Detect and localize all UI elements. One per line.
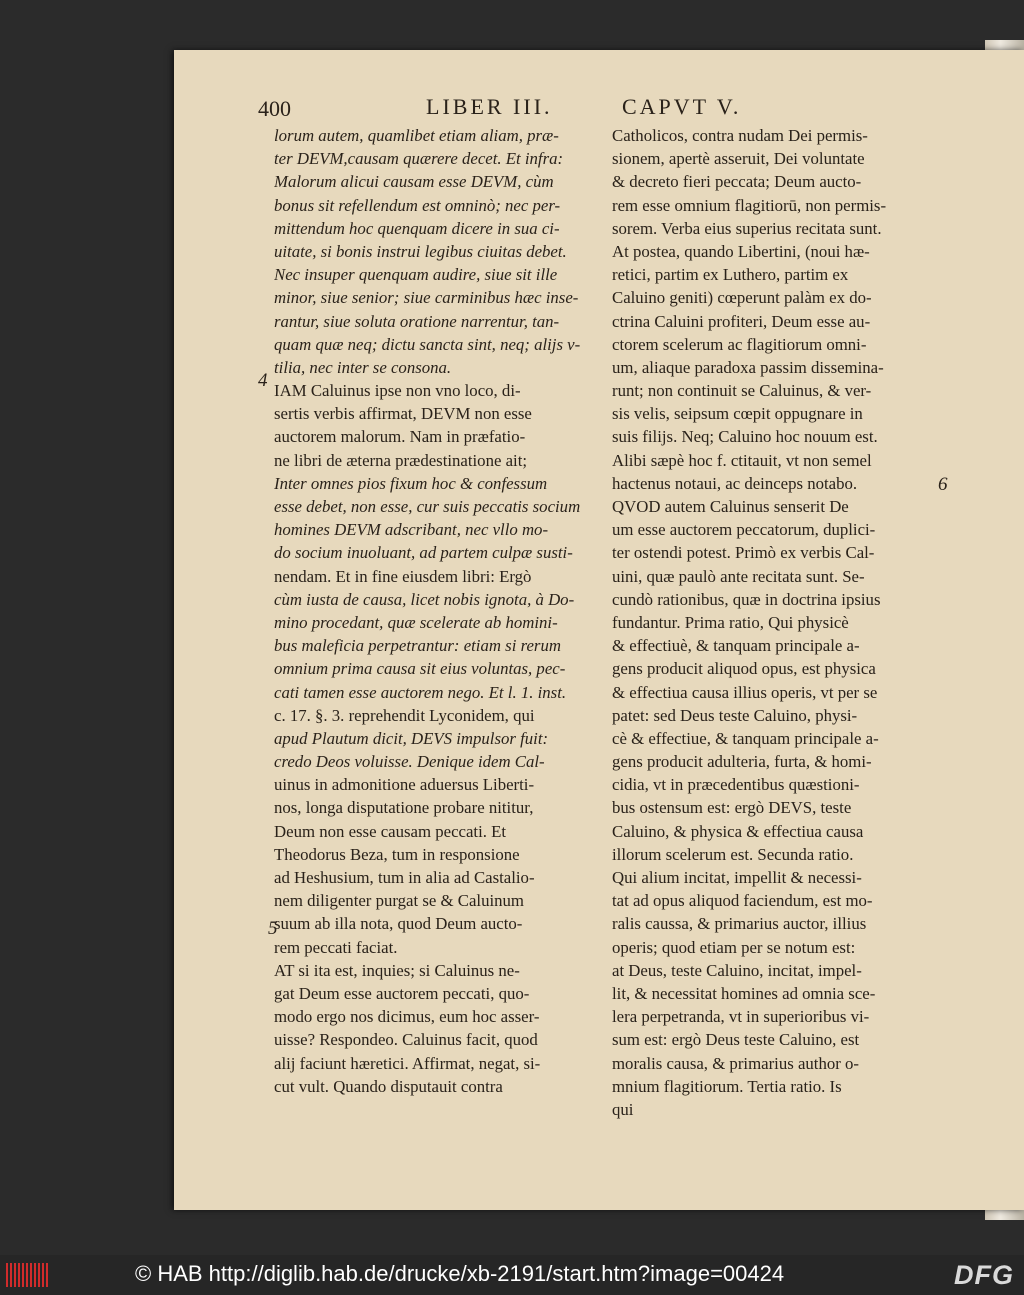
text-line: mino procedant, quæ scelerate ab homini- (274, 612, 558, 632)
text-line: tilia, nec inter se consona. (274, 357, 452, 377)
text-line: modo ergo nos dicimus, eum hoc asser- (274, 1007, 540, 1027)
margin-number-6: 6 (938, 474, 948, 495)
text-line: ne libri de æterna prædestinatione ait; (274, 450, 528, 470)
text-line: um esse auctorem peccatorum, duplici- (612, 520, 876, 540)
text-line: Malorum alicui causam esse DEVM, cùm (274, 172, 554, 192)
text-line: minor, siue senior; siue carminibus hæc inse- (274, 288, 579, 308)
right-text-column (612, 124, 936, 1121)
text-line: um, aliaque paradoxa passim dissemina- (612, 357, 884, 377)
text-line: uinus in admonitione aduersus Liberti- (274, 775, 535, 795)
text-line: Deum non esse causam peccati. Et (274, 821, 507, 841)
hab-logo-icon (6, 1263, 52, 1287)
text-line: ad Heshusium, tum in alia ad Castalio- (274, 868, 535, 887)
text-line: patet: sed Deus teste Caluino, physi- (612, 705, 858, 725)
text-line: quam quæ neq; dictu sancta sint, neq; alijs v- (274, 334, 581, 354)
text-line: cut vult. Quando disputauit contra (274, 1076, 503, 1096)
text-line: cidia, vt in præcedentibus quæstioni- (612, 775, 860, 795)
text-line: ralis caussa, & primarius auctor, illius (612, 914, 867, 934)
text-line: nos, longa disputatione probare nititur, (274, 798, 534, 818)
text-line: sionem, apertè asseruit, Dei voluntate (612, 149, 865, 169)
text-line: bus ostensum est: ergò DEVS, teste (612, 798, 852, 818)
text-line: Alibi sæpè hoc f. ctitauit, vt non semel (612, 450, 872, 470)
text-line: rem peccati faciat. (274, 937, 398, 957)
text-line: gens producit adulteria, furta, & homi- (612, 752, 872, 772)
text-line: suis filijs. Neq; Caluino hoc nouum est. (612, 427, 878, 447)
text-line: apud Plautum dicit, DEVS impulsor fuit: (274, 728, 549, 748)
left-text-column (274, 124, 604, 1098)
text-line: ter ostendi potest. Primò ex verbis Cal- (612, 543, 875, 563)
text-line: cùm iusta de causa, licet nobis ignota, à Do- (274, 589, 575, 609)
text-line: Caluino geniti) cœperunt palàm ex do- (612, 288, 872, 308)
text-line: alij faciunt hæretici. Affirmat, negat, si- (274, 1053, 541, 1073)
text-line: cundò rationibus, quæ in doctrina ipsius (612, 589, 881, 609)
text-line: At postea, quando Libertini, (noui hæ- (612, 241, 870, 261)
text-line: Catholicos, contra nudam Dei permis- (612, 126, 868, 145)
text-line: Inter omnes pios fixum hoc & confessum (274, 473, 548, 493)
text-line: sorem. Verba eius superius recitata sunt. (612, 218, 882, 238)
text-line: Caluino, & physica & effectiua causa (612, 821, 864, 841)
text-line: gat Deum esse auctorem peccati, quo- (274, 983, 530, 1003)
text-line: sis velis, seipsum cœpit oppugnare in (612, 404, 863, 424)
text-line: ctrina Caluini profiteri, Deum esse au- (612, 311, 871, 331)
page-number: 400 (258, 96, 291, 121)
running-title-liber: LIBER III. (426, 94, 553, 119)
text-line: IAM Caluinus ipse non vno loco, di- (274, 381, 521, 401)
text-line: rantur, siue soluta oratione narrentur, tan- (274, 311, 560, 331)
text-line: auctorem malorum. Nam in præfatio- (274, 427, 526, 447)
text-line: hactenus notaui, ac deinceps notabo. (612, 473, 858, 493)
text-line: moralis causa, & primarius author o- (612, 1053, 859, 1073)
text-line: uitate, si bonis instrui legibus ciuitas debet. (274, 241, 567, 261)
text-line: at Deus, teste Caluino, incitat, impel- (612, 960, 862, 980)
text-line: & effectiua causa illius operis, vt per se (612, 682, 878, 702)
page-header (258, 94, 938, 124)
margin-number-5: 5 (268, 918, 278, 939)
text-line: bus maleficia perpetrantur: etiam si rerum (274, 636, 561, 656)
text-line: mnium flagitiorum. Tertia ratio. Is (612, 1076, 842, 1096)
text-line: sum est: ergò Deus teste Caluino, est (612, 1030, 860, 1050)
text-line: rem esse omnium flagitiorū, non permis- (612, 195, 887, 215)
text-line: runt; non continuit se Caluinus, & ver- (612, 381, 872, 401)
text-line: do socium inuoluant, ad partem culpæ susti- (274, 543, 573, 563)
text-line: mittendum hoc quenquam dicere in sua ci- (274, 218, 560, 238)
text-line: QVOD autem Caluinus senserit De (612, 497, 849, 516)
text-line: Theodorus Beza, tum in responsione (274, 844, 520, 864)
text-line: lorum autem, quamlibet etiam aliam, præ- (274, 126, 559, 145)
text-line: c. 17. §. 3. reprehendit Lyconidem, qui (274, 705, 535, 725)
text-line: esse debet, non esse, cur suis peccatis socium (274, 497, 581, 516)
text-line: AT si ita est, inquies; si Caluinus ne- (274, 960, 520, 980)
text-line: cati tamen esse auctorem nego. Et l. 1. inst. (274, 682, 567, 702)
text-line: bonus sit refellendum est omninò; nec per- (274, 195, 561, 215)
dfg-logo: DFG (954, 1260, 1014, 1290)
text-line: & decreto fieri peccata; Deum aucto- (612, 172, 862, 192)
text-line: uisse? Respondeo. Caluinus facit, quod (274, 1030, 538, 1050)
running-title-caput: CAPVT V. (622, 94, 742, 119)
text-line: retici, partim ex Luthero, partim ex (612, 265, 849, 285)
text-line: illorum scelerum est. Secunda ratio. (612, 844, 854, 864)
text-line: uini, quæ paulò ante recitata sunt. Se- (612, 566, 865, 586)
text-line: fundantur. Prima ratio, Qui physicè (612, 612, 849, 632)
text-line: lit, & necessitat homines ad omnia sce- (612, 983, 876, 1003)
text-line: nem diligenter purgat se & Caluinum (274, 891, 524, 911)
text-line: tat ad opus aliquod faciendum, est mo- (612, 891, 873, 911)
text-line: suum ab illa nota, quod Deum aucto- (274, 914, 523, 934)
text-line: ctorem scelerum ac flagitiorum omni- (612, 334, 867, 354)
text-line: nendam. Et in fine eiusdem libri: Ergò (274, 566, 532, 586)
text-line: omnium prima causa sit eius voluntas, pec- (274, 659, 566, 679)
margin-number-4: 4 (258, 370, 268, 391)
text-line: & effectiuè, & tanquam principale a- (612, 636, 860, 656)
text-line: homines DEVM adscribant, nec vllo mo- (274, 520, 549, 540)
copyright-link[interactable]: © HAB http://diglib.hab.de/drucke/xb-2191/start.htm?image=00424 (135, 1261, 785, 1286)
text-line: sertis verbis affirmat, DEVM non esse (274, 404, 532, 424)
text-line: Nec insuper quenquam audire, siue sit ille (274, 265, 558, 285)
text-line: gens producit aliquod opus, est physica (612, 659, 876, 679)
footer-bar (0, 1255, 1024, 1295)
text-line: credo Deos voluisse. Denique idem Cal- (274, 752, 545, 772)
text-line: lera perpetranda, vt in superioribus vi- (612, 1007, 870, 1027)
text-line: Qui alium incitat, impellit & necessi- (612, 868, 862, 887)
text-line: qui (612, 1099, 634, 1119)
text-line: cè & effectiue, & tanquam principale a- (612, 728, 879, 748)
text-line: operis; quod etiam per se notum est: (612, 937, 856, 957)
text-line: ter DEVM,causam quærere decet. Et infra: (274, 149, 564, 169)
